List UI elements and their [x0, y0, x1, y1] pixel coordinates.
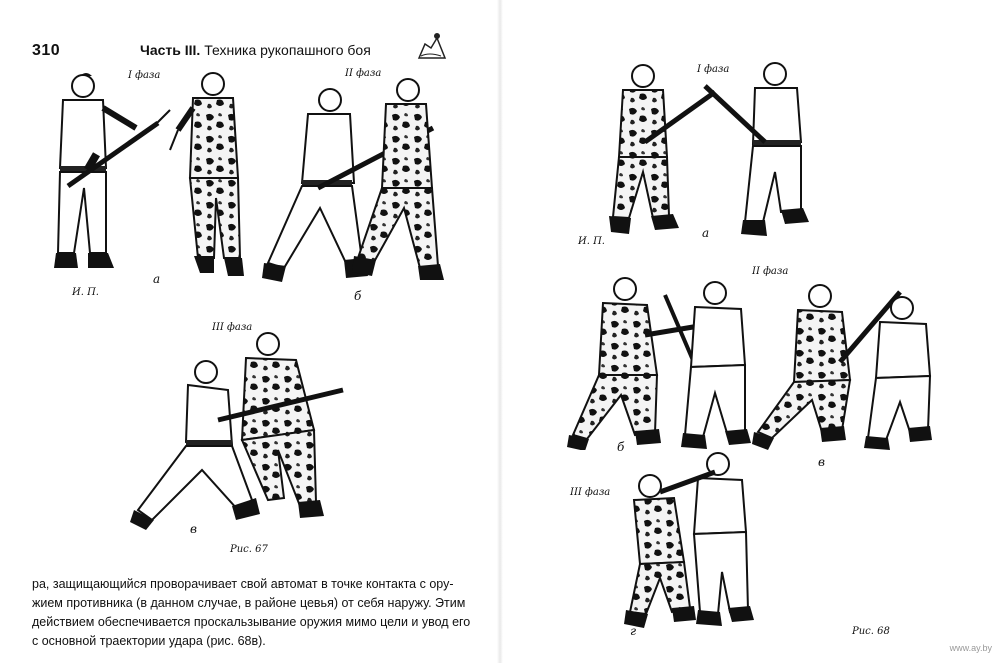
running-head [140, 42, 371, 58]
left-phase-3-label: III фаза [212, 322, 253, 333]
right-phase-1-label: I фаза [697, 64, 730, 75]
left-label-a: а [153, 272, 161, 286]
left-label-b: б [354, 289, 362, 303]
body-line: жием противника (в данном случае, в районе цевья) от себя наружу. Этим [32, 596, 466, 610]
right-figure-v [750, 282, 935, 452]
left-phase-1-label: I фаза [128, 70, 161, 81]
left-figure-v [128, 330, 353, 530]
body-paragraph [32, 575, 472, 651]
left-figure-caption: Рис. 67 [230, 544, 268, 555]
right-label-g: г [630, 624, 637, 638]
right-figure-caption: Рис. 68 [852, 626, 890, 637]
right-phase-2-label: II фаза [752, 266, 789, 277]
watermark: www.ay.by [949, 643, 992, 653]
left-figure-a [28, 68, 258, 283]
right-initial-position-label: И. П. [578, 236, 605, 247]
left-figure-b [258, 68, 458, 288]
chapter-title: Техника рукопашного боя [204, 42, 371, 58]
chapter-emblem-icon [415, 30, 449, 60]
left-label-v: в [190, 522, 197, 536]
right-phase-3-label: III фаза [570, 487, 611, 498]
part-label: Часть III. [140, 42, 201, 58]
body-line: с основной траектории удара (рис. 68в). [32, 634, 266, 648]
right-label-b: б [617, 440, 625, 454]
body-line: ра, защищающийся проворачивает свой автомат в точке контакта с ору- [32, 577, 454, 591]
page-number: 310 [32, 42, 61, 59]
right-figure-a [605, 62, 820, 242]
page-gutter [497, 0, 503, 663]
right-label-v: в [818, 455, 825, 469]
left-initial-position-label: И. П. [72, 287, 99, 298]
right-label-a: а [702, 226, 710, 240]
body-line: действием обеспечивается проскальзывание оружия мимо цели и увод его [32, 615, 471, 629]
right-figure-g [620, 452, 770, 630]
right-figure-b [565, 275, 755, 450]
left-phase-2-label: II фаза [345, 68, 382, 79]
